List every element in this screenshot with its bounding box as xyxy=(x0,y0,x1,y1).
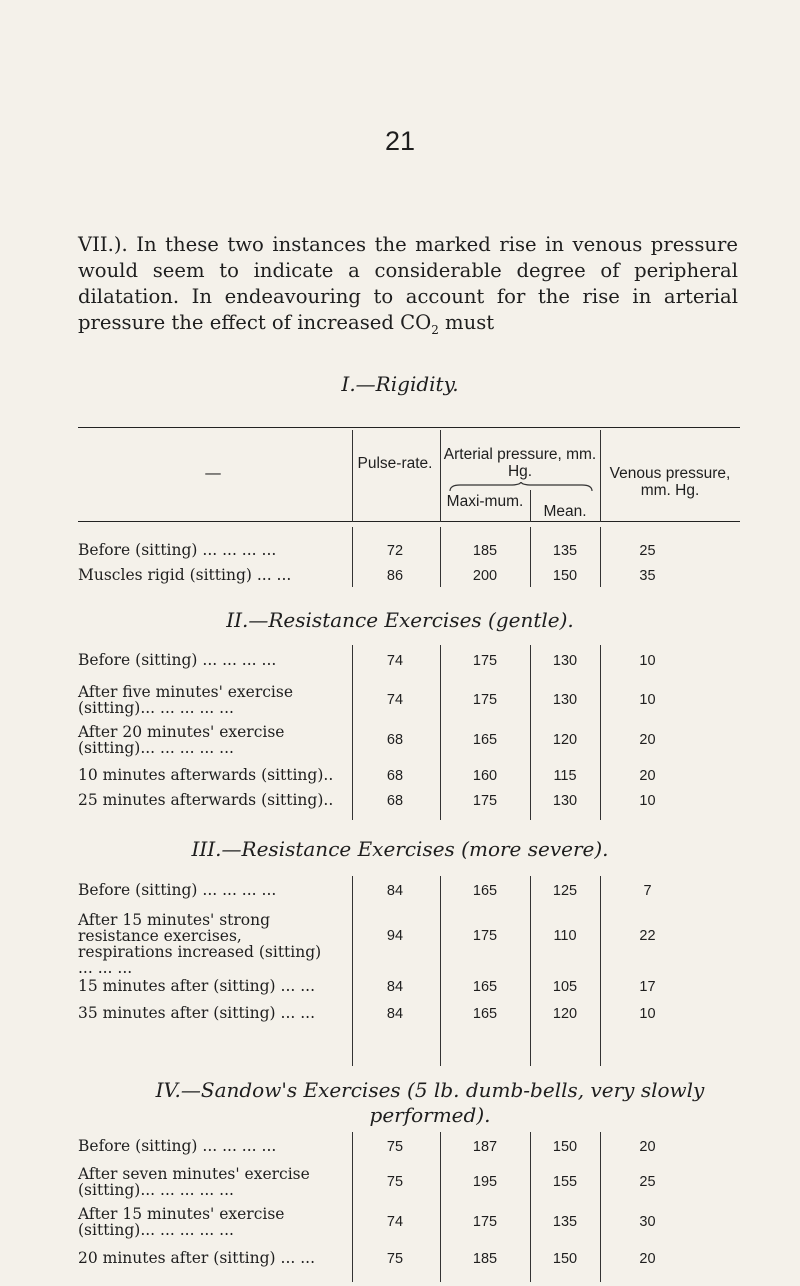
maximum-cell: 185 xyxy=(472,1251,498,1267)
maximum-cell: 175 xyxy=(472,1214,498,1230)
intro-text: VII.). In these two instances the marked rise in venous pressure would seem to indicate a considerable degree of peripheral dilatation. In endeavouring to account for the rise in arterial pressure the effect of increased CO xyxy=(78,233,738,334)
row-label: 10 minutes afterwards (sitting).. xyxy=(78,766,334,784)
column-divider xyxy=(600,876,601,1066)
maximum-cell: 165 xyxy=(472,883,498,899)
mean-cell: 135 xyxy=(552,1214,578,1230)
intro-suffix: must xyxy=(438,311,495,334)
maximum-cell: 200 xyxy=(472,568,498,584)
table-header-rule xyxy=(78,521,740,522)
table-top-rule xyxy=(78,427,740,428)
header-pulse-rate: Pulse-rate. xyxy=(357,455,433,472)
mean-cell: 120 xyxy=(552,732,578,748)
row-label: Before (sitting) ... ... ... ... xyxy=(78,651,277,669)
venous-cell: 20 xyxy=(639,1251,656,1267)
header-divider xyxy=(530,490,531,522)
row-label: 25 minutes afterwards (sitting).. xyxy=(78,791,334,809)
maximum-cell: 160 xyxy=(472,768,498,784)
row-label: After 15 minutes' exercise (sitting)... ... ... ... ... xyxy=(78,1205,285,1239)
pulse-cell: 74 xyxy=(386,692,404,708)
row-label: Muscles rigid (sitting) ... ... xyxy=(78,566,292,584)
row-label: After 15 minutes' strong resistance exercises, respirations increased (sitting) ... ... ... xyxy=(78,911,322,977)
row-label: Before (sitting) ... ... ... ... xyxy=(78,1137,277,1155)
mean-cell: 110 xyxy=(553,928,577,944)
pulse-cell: 75 xyxy=(386,1251,404,1267)
venous-cell: 10 xyxy=(639,653,656,669)
pulse-cell: 74 xyxy=(386,653,404,669)
venous-cell: 20 xyxy=(639,768,656,784)
intro-paragraph xyxy=(78,232,738,343)
row-label: After five minutes' exercise (sitting)... ... ... ... ... xyxy=(78,683,294,717)
header-venous-pressure: Venous pressure, mm. Hg. xyxy=(609,465,731,499)
pulse-cell: 68 xyxy=(386,768,404,784)
row-label: 20 minutes after (sitting) ... ... xyxy=(78,1249,316,1267)
pulse-cell: 75 xyxy=(386,1139,404,1155)
mean-cell: 155 xyxy=(552,1174,578,1190)
row-label: After seven minutes' exercise (sitting)... ... ... ... ... xyxy=(78,1165,310,1199)
mean-cell: 135 xyxy=(552,543,578,559)
venous-cell: 17 xyxy=(639,979,656,995)
maximum-cell: 175 xyxy=(472,692,498,708)
mean-cell: 130 xyxy=(552,653,578,669)
pulse-cell: 74 xyxy=(386,1214,404,1230)
pulse-cell: 75 xyxy=(386,1174,404,1190)
header-arterial-pressure: Arterial pressure, mm. Hg. xyxy=(443,446,597,480)
intro-subscript: 2 xyxy=(431,322,439,337)
mean-cell: 130 xyxy=(552,692,578,708)
column-divider xyxy=(352,1132,353,1282)
header-brace-icon xyxy=(448,482,594,492)
mean-cell: 150 xyxy=(552,568,578,584)
venous-cell: 20 xyxy=(639,1139,656,1155)
mean-cell: 150 xyxy=(552,1139,578,1155)
section-title-severe: III.—Resistance Exercises (more severe). xyxy=(191,837,609,861)
pulse-cell: 94 xyxy=(386,928,404,944)
venous-cell: 25 xyxy=(639,1174,656,1190)
venous-cell: 7 xyxy=(643,883,652,899)
venous-cell: 10 xyxy=(639,1006,656,1022)
venous-cell: 35 xyxy=(639,568,656,584)
pulse-cell: 84 xyxy=(386,979,404,995)
column-divider xyxy=(352,527,353,587)
venous-cell: 22 xyxy=(639,928,656,944)
maximum-cell: 165 xyxy=(472,732,498,748)
column-divider xyxy=(352,645,353,820)
maximum-cell: 175 xyxy=(472,793,498,809)
maximum-cell: 185 xyxy=(472,543,498,559)
header-divider xyxy=(600,430,601,522)
mean-cell: 115 xyxy=(553,768,577,784)
venous-cell: 20 xyxy=(639,732,656,748)
pulse-cell: 68 xyxy=(386,732,404,748)
mean-cell: 120 xyxy=(552,1006,578,1022)
mean-cell: 150 xyxy=(552,1251,578,1267)
row-label: 15 minutes after (sitting) ... ... xyxy=(78,977,316,995)
mean-cell: 125 xyxy=(552,883,578,899)
column-divider xyxy=(440,876,441,1066)
pulse-cell: 84 xyxy=(386,1006,404,1022)
header-maximum: Maxi-mum. xyxy=(446,493,524,510)
maximum-cell: 165 xyxy=(472,1006,498,1022)
venous-cell: 25 xyxy=(639,543,656,559)
header-dash: — xyxy=(205,465,221,482)
pulse-cell: 84 xyxy=(386,883,404,899)
row-label: Before (sitting) ... ... ... ... xyxy=(78,541,277,559)
row-label: After 20 minutes' exercise (sitting)... ... ... ... ... xyxy=(78,723,285,757)
page-number: 21 xyxy=(384,126,416,156)
row-label: 35 minutes after (sitting) ... ... xyxy=(78,1004,316,1022)
header-divider xyxy=(352,430,353,522)
mean-cell: 130 xyxy=(552,793,578,809)
header-divider xyxy=(440,430,441,522)
maximum-cell: 175 xyxy=(472,653,498,669)
row-label: Before (sitting) ... ... ... ... xyxy=(78,881,277,899)
venous-cell: 10 xyxy=(639,793,656,809)
header-mean: Mean. xyxy=(543,503,587,520)
pulse-cell: 86 xyxy=(386,568,404,584)
column-divider xyxy=(530,876,531,1066)
pulse-cell: 72 xyxy=(386,543,404,559)
maximum-cell: 175 xyxy=(472,928,498,944)
maximum-cell: 187 xyxy=(472,1139,498,1155)
venous-cell: 30 xyxy=(639,1214,656,1230)
maximum-cell: 195 xyxy=(472,1174,498,1190)
section-title-rigidity: I.—Rigidity. xyxy=(341,372,459,396)
column-divider xyxy=(352,876,353,1066)
pulse-cell: 68 xyxy=(386,793,404,809)
maximum-cell: 165 xyxy=(472,979,498,995)
venous-cell: 10 xyxy=(639,692,656,708)
section-title-gentle: II.—Resistance Exercises (gentle). xyxy=(226,608,574,632)
mean-cell: 105 xyxy=(552,979,578,995)
section-title-sandow: IV.—Sandow's Exercises (5 lb. dumb-bells, very slowly performed). xyxy=(155,1078,705,1127)
